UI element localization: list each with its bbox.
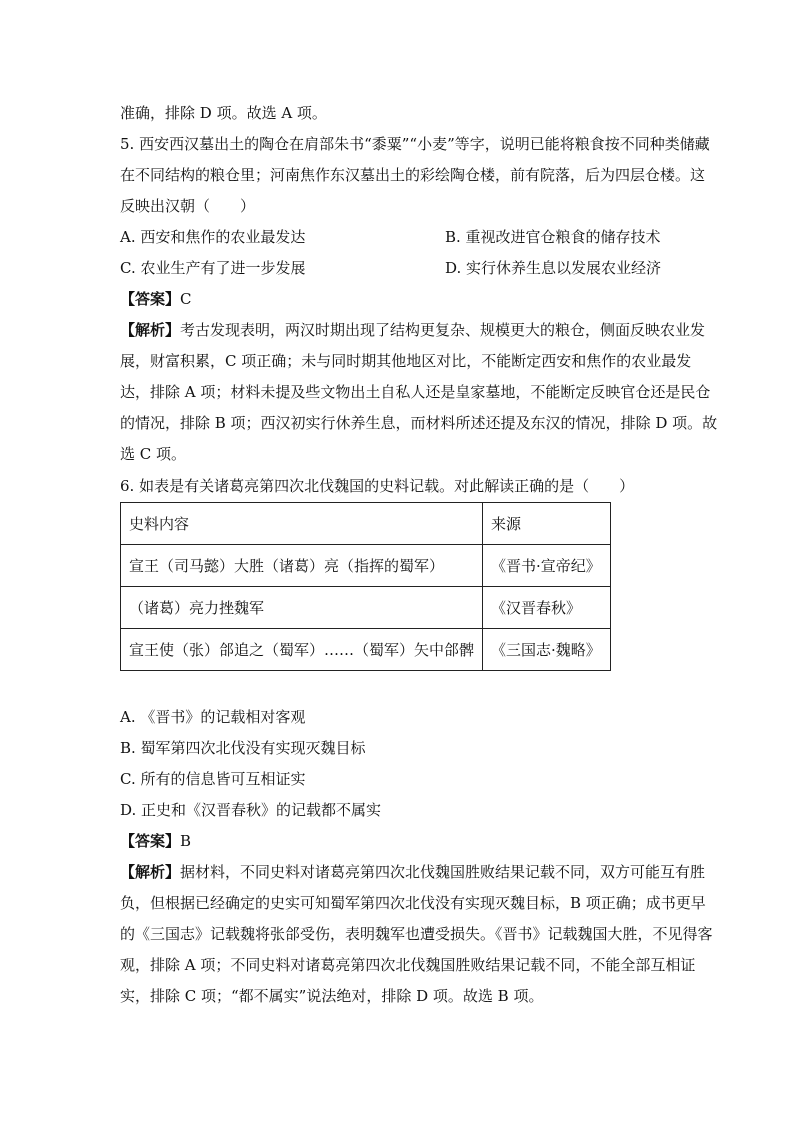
table-header-row <box>121 503 611 545</box>
table-header-content: 史料内容 <box>121 503 483 545</box>
q6-answer <box>120 831 680 851</box>
q5-stem-line-3: 反映出汉朝（ ） <box>120 197 256 215</box>
q5-option-a: A. 西安和焦作的农业最发达 <box>120 228 306 246</box>
q6-answer-value: B <box>180 832 192 850</box>
q6-option-d: D. 正史和《汉晋春秋》的记载都不属实 <box>120 801 382 819</box>
table-row <box>121 629 611 671</box>
q6-analysis-text-1: 据材料，不同史料对诸葛亮第四次北伐魏国胜败结果记载不同，双方可能互有胜 <box>180 863 706 881</box>
q5-analysis-line-1 <box>120 320 706 340</box>
table-cell-source: 《晋书·宣帝纪》 <box>483 545 611 587</box>
table-cell-content: 宣王（司马懿）大胜（诸葛）亮（指挥的蜀军） <box>121 545 483 587</box>
q5-stem-line-2: 在不同结构的粮仓里；河南焦作东汉墓出土的彩绘陶仓楼，前有院落，后为四层仓楼。这 <box>120 166 706 184</box>
intro-line: 准确，排除 D 项。故选 A 项。 <box>120 104 327 122</box>
q6-analysis-line-5: 实，排除 C 项；“都不属实”说法绝对，排除 D 项。故选 B 项。 <box>120 987 544 1005</box>
table-cell-source: 《三国志·魏略》 <box>483 629 611 671</box>
q5-analysis-line-4: 的情况，排除 B 项；西汉初实行休养生息，而材料所述还提及东汉的情况，排除 D 项。故 <box>120 414 718 432</box>
q5-answer <box>120 289 680 309</box>
q5-option-b: B. 重视改进官仓粮食的储存技术 <box>445 228 661 246</box>
q6-analysis-line-1 <box>120 862 706 882</box>
q5-analysis-text-1: 考古发现表明，两汉时期出现了结构更复杂、规模更大的粮仓，侧面反映农业发 <box>180 321 706 339</box>
q5-analysis-line-3: 达，排除 A 项；材料未提及些文物出土自私人还是皇家墓地，不能断定反映官仓还是民仓 <box>120 383 711 401</box>
table-row <box>121 545 611 587</box>
q6-option-c: C. 所有的信息皆可互相证实 <box>120 770 306 788</box>
q6-option-b: B. 蜀军第四次北伐没有实现灭魏目标 <box>120 739 366 757</box>
q6-analysis-line-2: 负，但根据已经确定的史实可知蜀军第四次北伐没有实现灭魏目标，B 项正确；成书更早 <box>120 894 706 912</box>
q5-analysis-label: 【解析】 <box>120 321 181 339</box>
source-table <box>120 502 611 671</box>
table-cell-source: 《汉晋春秋》 <box>483 587 611 629</box>
q5-answer-value: C <box>180 290 192 308</box>
q6-analysis-line-4: 观，排除 A 项；不同史料对诸葛亮第四次北伐魏国胜败结果记载不同，不能全部互相证 <box>120 956 696 974</box>
q5-stem-line-1: 5. 西安西汉墓出土的陶仓在肩部朱书“黍粟”“小麦”等字，说明已能将粮食按不同种类储藏 <box>120 135 710 153</box>
table-header-source: 来源 <box>483 503 611 545</box>
q6-answer-label: 【答案】 <box>120 832 181 850</box>
q6-analysis-label: 【解析】 <box>120 863 181 881</box>
table-row <box>121 587 611 629</box>
q6-option-a: A. 《晋书》的记载相对客观 <box>120 708 306 726</box>
q6-analysis-line-3: 的《三国志》记载魏将张郃受伤，表明魏军也遭受损失。《晋书》记载魏国大胜，不见得客 <box>120 925 713 943</box>
table-cell-content: 宣王使（张）郃追之（蜀军）……（蜀军）矢中郃髀 <box>121 629 483 671</box>
q5-option-c: C. 农业生产有了进一步发展 <box>120 259 306 277</box>
q5-analysis-line-2: 展，财富积累，C 项正确；未与同时期其他地区对比，不能断定西安和焦作的农业最发 <box>120 352 692 370</box>
q5-answer-label: 【答案】 <box>120 290 181 308</box>
q5-analysis-line-5: 选 C 项。 <box>120 445 187 463</box>
q5-option-d: D. 实行休养生息以发展农业经济 <box>445 259 662 277</box>
table-cell-content: （诸葛）亮力挫魏军 <box>121 587 483 629</box>
q6-stem: 6. 如表是有关诸葛亮第四次北伐魏国的史料记载。对此解读正确的是（ ） <box>120 477 635 495</box>
